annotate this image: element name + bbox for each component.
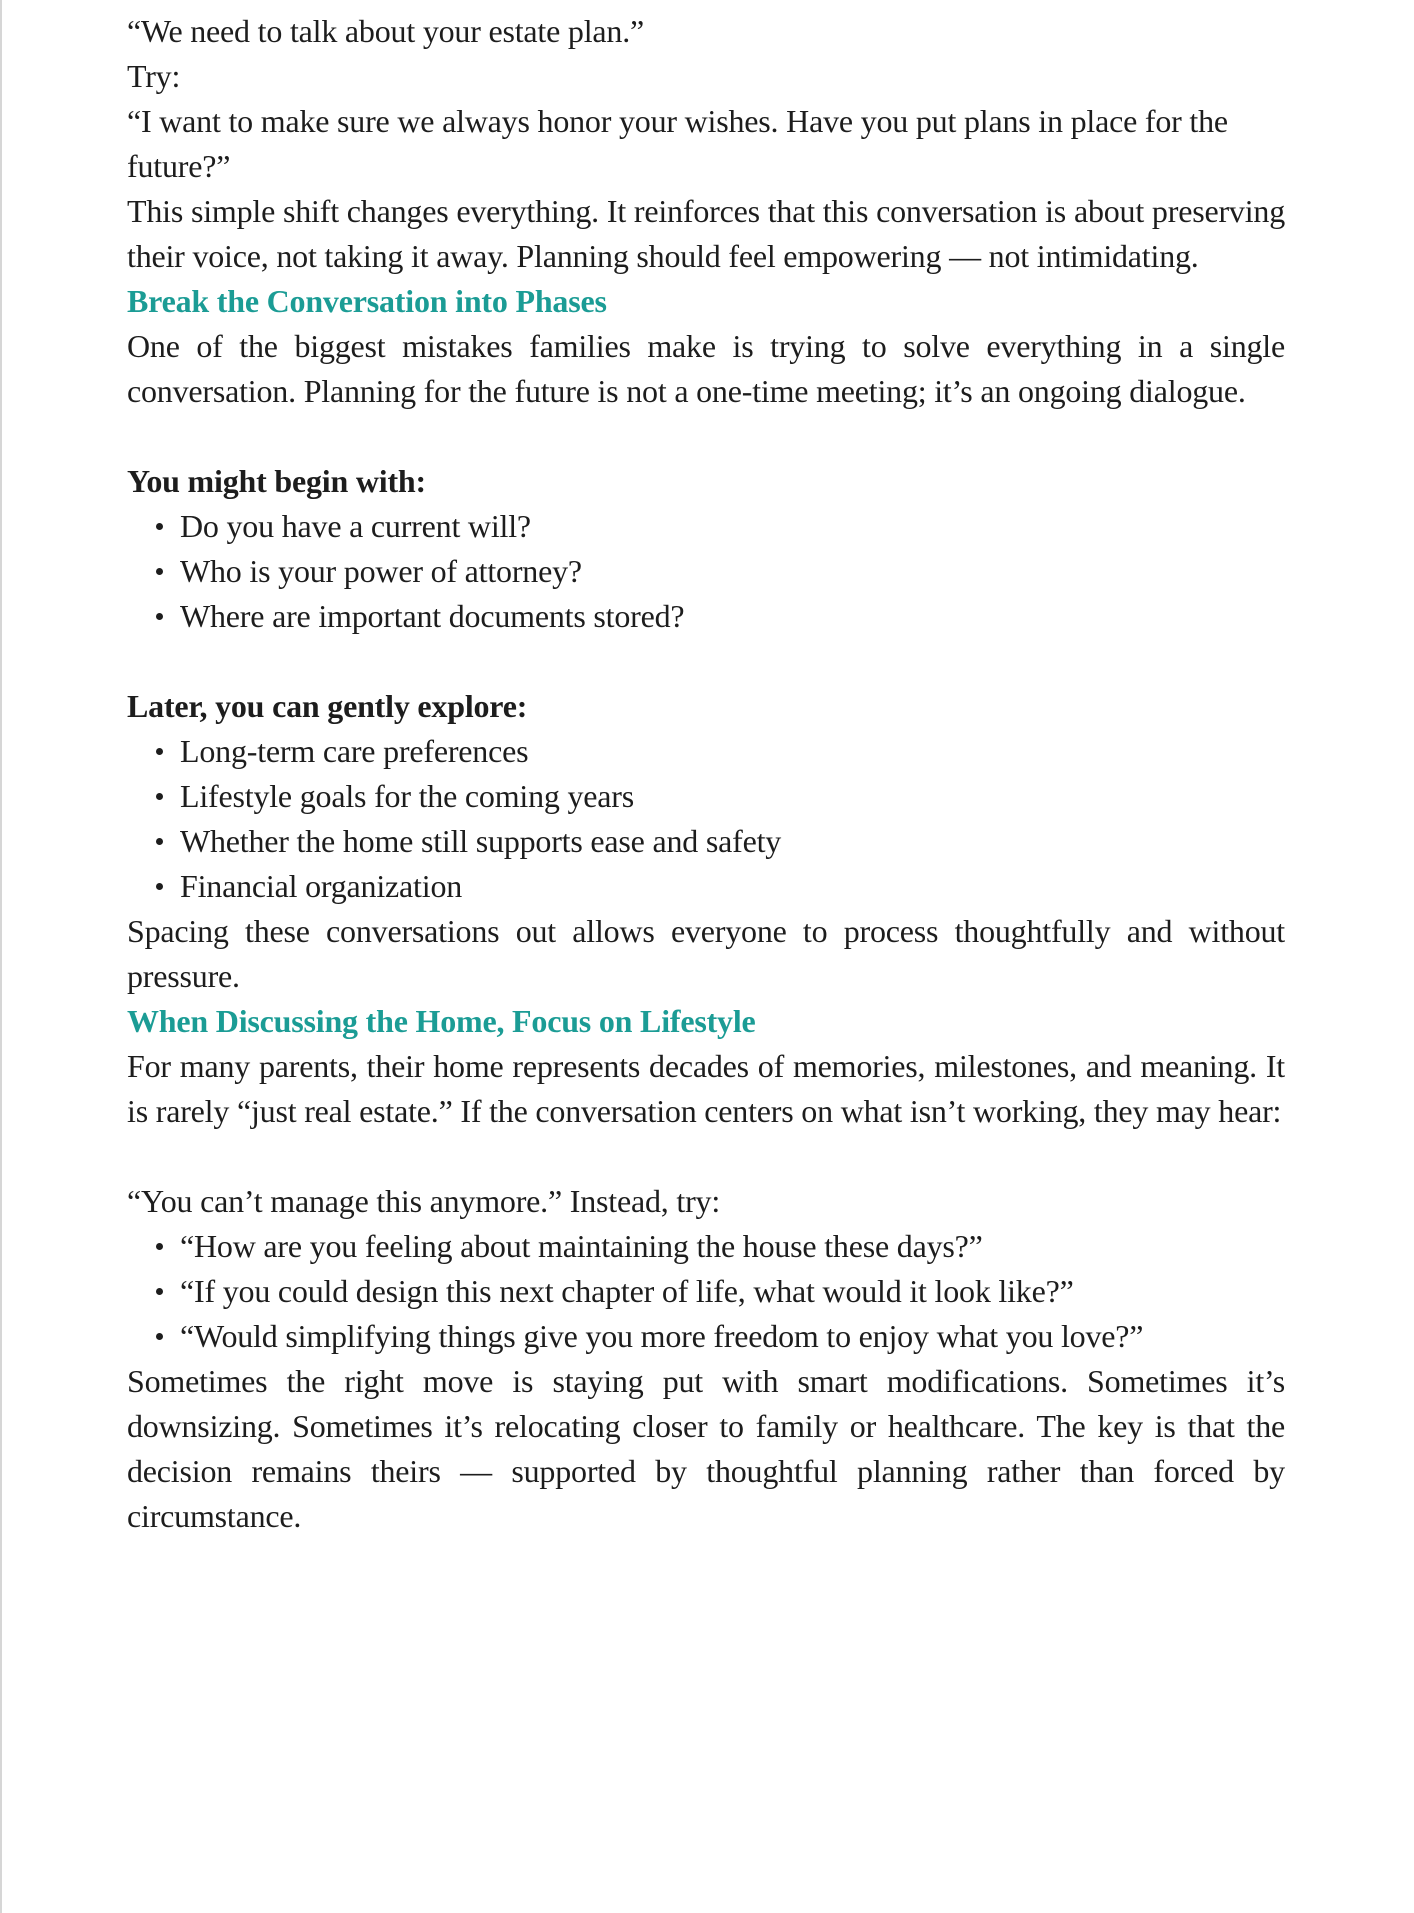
list-item-lifestyle-goals: Lifestyle goals for the coming years — [180, 774, 1285, 819]
instead-try-label: “You can’t manage this anymore.” Instead, try: — [127, 1183, 721, 1219]
later-explore-group — [127, 684, 1285, 909]
list-item-documents-stored: Where are important documents stored? — [180, 594, 1285, 639]
intro-line-try: Try: — [127, 58, 181, 94]
paragraph-simple-shift: This simple shift changes everything. It reinforces that this conversation is about preserving their voice, not taking it away. Planning should feel empowering — not intimidating. — [127, 193, 1285, 274]
list-item-financial-organization: Financial organization — [180, 864, 1285, 909]
list-item-simplifying-freedom: “Would simplifying things give you more freedom to enjoy what you love?” — [180, 1314, 1285, 1359]
paragraph-phases-intro: One of the biggest mistakes families make is trying to solve everything in a single conversation. Planning for the future is not a one-time meeting; it’s an ongoing dialogue. — [127, 328, 1285, 409]
begin-with-label: You might begin with: — [127, 463, 426, 499]
later-explore-label: Later, you can gently explore: — [127, 688, 528, 724]
list-item-long-term-care: Long-term care preferences — [180, 729, 1285, 774]
begin-with-list — [127, 504, 1285, 639]
intro-line-estate-plan: “We need to talk about your estate plan.” — [127, 13, 645, 49]
list-item-next-chapter: “If you could design this next chapter of life, what would it look like?” — [180, 1269, 1285, 1314]
list-item-current-will: Do you have a current will? — [180, 504, 1285, 549]
intro-block — [127, 9, 1285, 189]
paragraph-home-intro: For many parents, their home represents decades of memories, milestones, and meaning. It is rarely “just real estate.” If the conversation centers on what isn’t working, they may hear: — [127, 1048, 1285, 1129]
section-heading-break-phases: Break the Conversation into Phases — [127, 283, 607, 319]
list-item-maintaining-house: “How are you feeling about maintaining the house these days?” — [180, 1224, 1285, 1269]
paragraph-right-move: Sometimes the right move is staying put with smart modifications. Sometimes it’s downsizing. Sometimes it’s relocating closer to family or healthcare. The key is that the decision remains theirs — supported by thoughtful planning rather than forced by circumstance. — [127, 1363, 1285, 1534]
instead-try-list — [127, 1224, 1285, 1359]
begin-with-group — [127, 459, 1285, 639]
paragraph-spacing-conversations: Spacing these conversations out allows everyone to process thoughtfully and without pressure. — [127, 913, 1285, 994]
section-heading-discussing-home: When Discussing the Home, Focus on Lifestyle — [127, 1003, 756, 1039]
intro-line-honor-wishes: “I want to make sure we always honor your wishes. Have you put plans in place for the future?” — [127, 103, 1228, 184]
list-item-home-ease-safety: Whether the home still supports ease and safety — [180, 819, 1285, 864]
later-explore-list — [127, 729, 1285, 909]
instead-try-group — [127, 1179, 1285, 1359]
list-item-power-of-attorney: Who is your power of attorney? — [180, 549, 1285, 594]
